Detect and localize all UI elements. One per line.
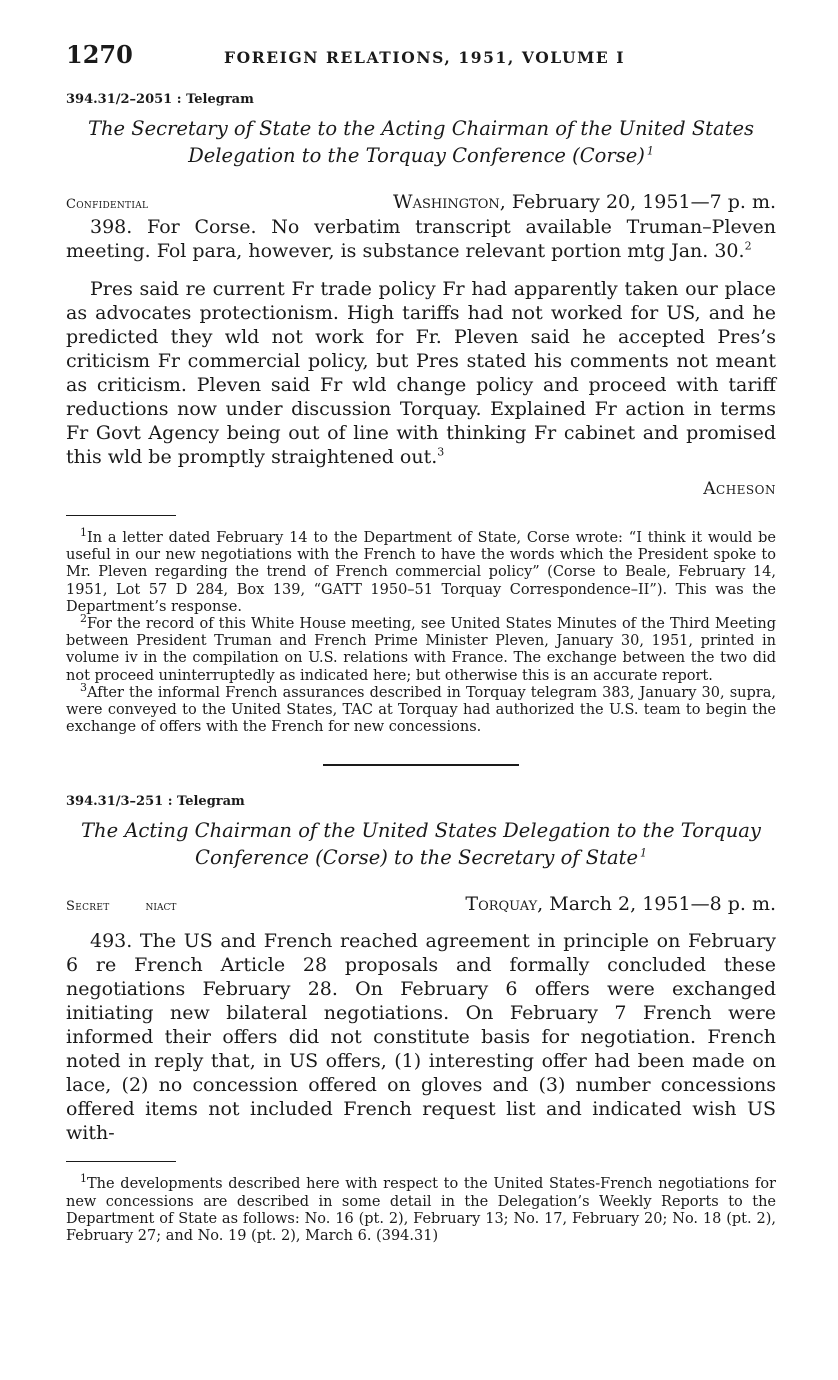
footnote-rule <box>66 515 176 516</box>
document-page <box>66 40 776 1245</box>
doc1-title <box>66 115 776 169</box>
doc1-date: February 20, 1951—7 p. m. <box>511 191 776 213</box>
running-head <box>66 40 776 74</box>
doc1-dateline <box>66 191 776 213</box>
doc1-footnote-1 <box>66 526 776 616</box>
doc1-footnote-3 <box>66 681 776 737</box>
footnote-text: In a letter dated February 14 to the Department of State, Corse wrote: “I think it would be useful in our new negotiations with the French to have the words which the President spoke to Mr. Pleven regarding the trend of French commercial policy” (Corse to Beale, February 14, 1951, Lot 57 D 284, Box 139, “GATT 1950–51 Torquay Correspondence–II”). This was the Department’s response. <box>66 530 776 615</box>
footnote-rule <box>66 1161 176 1162</box>
page-number: 1270 <box>66 40 133 69</box>
doc2-place-date <box>465 893 776 915</box>
doc1-para2-note: 3 <box>437 445 445 459</box>
doc1-title-text: The Secretary of State to the Acting Chairman of the United States Delegation to the Torquay Conference (Corse) <box>87 117 755 167</box>
doc2-dateline <box>66 893 776 915</box>
footnote-text: For the record of this White House meeting, see United States Minutes of the Third Meeting between President Truman and French Prime Minister Pleven, January 30, 1951, printed in volume iv in the compilation on U.S. relations with France. The exchange between the two did not proceed uninterruptedly as indicated here; but otherwise this is an accurate report. <box>66 616 776 684</box>
doc2-para1-text: 493. The US and French reached agreement in principle on February 6 re French Article 28 proposals and formally concluded these negotiations February 28. On February 6 offers were exchanged initiating new bilateral negotiations. On February 7 French were informed their offers did not constitute basis for negotiation. French noted in reply that, in US offers, (1) interesting offer had been made on lace, (2) no concession offered on gloves and (3) number concessions offered items not included French request list and indicated wish US with- <box>66 930 776 1145</box>
doc1-classification: Confidential <box>66 197 149 212</box>
doc1-paragraph-2 <box>66 277 776 469</box>
doc1-para1-note: 2 <box>744 239 752 253</box>
doc2-classification: Secret <box>66 899 110 915</box>
footnote-marker: 1 <box>80 1172 87 1186</box>
doc2-paragraph-1 <box>66 929 776 1145</box>
footnote-text: After the informal French assurances described in Torquay telegram 383, January 30, supra, were conveyed to the United States, TAC at Torquay had authorized the U.S. team to begin the exchange of offers with the French for new concessions. <box>66 684 776 736</box>
doc2-footnote-1 <box>66 1172 776 1245</box>
doc1-title-note: 1 <box>646 144 654 158</box>
doc2-title-text: The Acting Chairman of the United States Delegation to the Torquay Conference (Corse) to the Secretary of State <box>81 819 761 870</box>
doc1-paragraph-1 <box>66 215 776 263</box>
doc1-place: Washington, <box>393 191 506 213</box>
footnote-marker: 3 <box>80 681 87 694</box>
doc1-footnote-2 <box>66 612 776 685</box>
doc2-place: Torquay, <box>465 893 544 916</box>
doc1-place-date <box>393 191 776 213</box>
doc1-file-ref: 394.31/2–2051 : Telegram <box>66 92 254 107</box>
doc2-title <box>66 817 776 871</box>
doc2-file-ref: 394.31/3–251 : Telegram <box>66 794 245 810</box>
doc1-signature: Acheson <box>703 479 776 499</box>
doc1-para1-text: 398. For Corse. No verbatim transcript available Truman–Pleven meeting. Fol para, however, is substance relevant portion mtg Jan. 30. <box>66 216 776 262</box>
doc2-title-note: 1 <box>639 846 647 860</box>
footnote-marker: 1 <box>80 526 87 540</box>
section-divider <box>323 764 519 766</box>
doc2-date: March 2, 1951—8 p. m. <box>549 893 776 916</box>
doc1-para2-text: Pres said re current Fr trade policy Fr had apparently taken our place as advocates protectionism. High tariffs had not worked for US, and he predicted they wld not work for Fr. Pleven said he accepted Pres’s criticism Fr commercial policy, but Pres stated his comments not meant as criticism. Pleven said Fr wld change policy and proceed with tariff reductions now under discussion Torquay. Explained Fr action in terms Fr Govt Agency being out of line with thinking Fr cabinet and promised this wld be promptly straightened out. <box>66 278 776 468</box>
footnote-marker: 2 <box>80 612 87 626</box>
footnote-text: The developments described here with respect to the United States-French negotiations for new concessions are described in some detail in the Delegation’s Weekly Reports to the Department of State as follows: No. 16 (pt. 2), February 13; No. 17, February 20; No. 18 (pt. 2), February 27; and No. 19 (pt. 2), March 6. (394.31) <box>66 1176 776 1245</box>
running-title: FOREIGN RELATIONS, 1951, VOLUME I <box>224 48 626 67</box>
doc2-code: niact <box>145 899 177 915</box>
